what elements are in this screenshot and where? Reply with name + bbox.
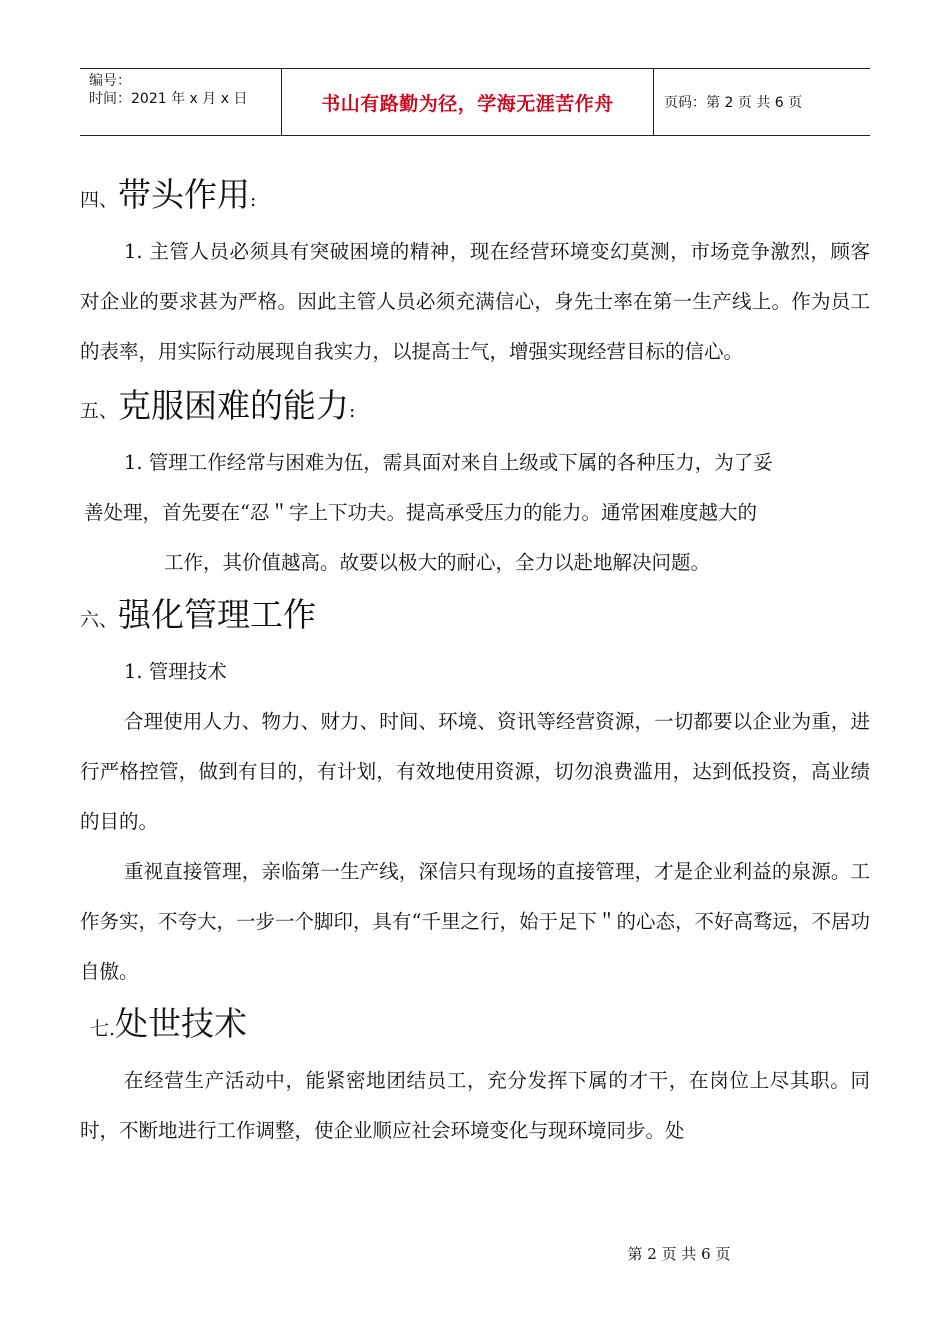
paragraph-line: 工作，其价值越高。故要以极大的耐心，全力以赴地解决问题。 <box>164 551 711 574</box>
section-heading-6 <box>80 588 870 647</box>
header-motto: 书山有路勤为径，学海无涯苦作舟 <box>282 69 654 135</box>
header-page-info: 页码：第 2 页 共 6 页 <box>664 95 803 111</box>
paragraph-line: 善处理，首先要在“忍＂字上下功夫。提高承受压力的能力。通常困难度越大的 <box>84 501 757 524</box>
document-body <box>80 168 870 1156</box>
section-heading-4 <box>80 168 870 227</box>
section-title: 处世技术 <box>115 1004 248 1043</box>
paragraph: 1. 主管人员必须具有突破困境的精神，现在经营环境变幻莫测，市场竞争激烈，顾客对企业的要求甚为严格。因此主管人员必须充满信心，身先士率在第一生产线上。作为员工的表率，用实际行动展现自我实力，以提高士气，增强实现经营目标的信心。 <box>80 240 870 363</box>
paragraph: 重视直接管理，亲临第一生产线，深信只有现场的直接管理，才是企业利益的泉源。工作务实，不夸大，一步一个脚印，具有“千里之行，始于足下＂的心态，不好高骛远，不居功自傲。 <box>80 860 870 983</box>
section-number: 四、 <box>80 189 119 211</box>
section-heading-5 <box>80 379 870 438</box>
page-footer: 第 2 页 共 6 页 <box>627 1245 731 1263</box>
time-label: 时间：2021 年 x 月 x 日 <box>89 91 248 107</box>
number-label: 编号： <box>89 73 131 89</box>
section-title: 强化管理工作 <box>118 595 317 634</box>
subsection-title: 1. 管理技术 <box>124 660 227 683</box>
paragraph-line: 1. 管理工作经常与困难为伍，需具面对来自上级或下属的各种压力，为了妥 <box>124 451 773 474</box>
paragraph: 在经营生产活动中，能紧密地团结员工，充分发挥下属的才干，在岗位上尽其职。同时，不断地进行工作调整，使企业顺应社会环境变化与现环境同步。处 <box>80 1069 870 1142</box>
section-colon: : <box>349 400 356 422</box>
document-header <box>80 68 870 136</box>
section-title: 带头作用 <box>118 175 251 214</box>
section-heading-7 <box>80 997 870 1056</box>
section-colon: : <box>250 189 257 211</box>
paragraph: 合理使用人力、物力、财力、时间、环境、资讯等经营资源，一切都要以企业为重，进行严格控管，做到有目的，有计划，有效地使用资源，切勿浪费滥用，达到低投资，高业绩的目的。 <box>80 710 870 833</box>
section-number: 五、 <box>80 400 119 422</box>
section-number: 六、 <box>80 609 119 631</box>
header-meta <box>80 69 282 135</box>
section-title: 克服困难的能力 <box>118 386 350 425</box>
section-number: 七. <box>90 1018 116 1040</box>
